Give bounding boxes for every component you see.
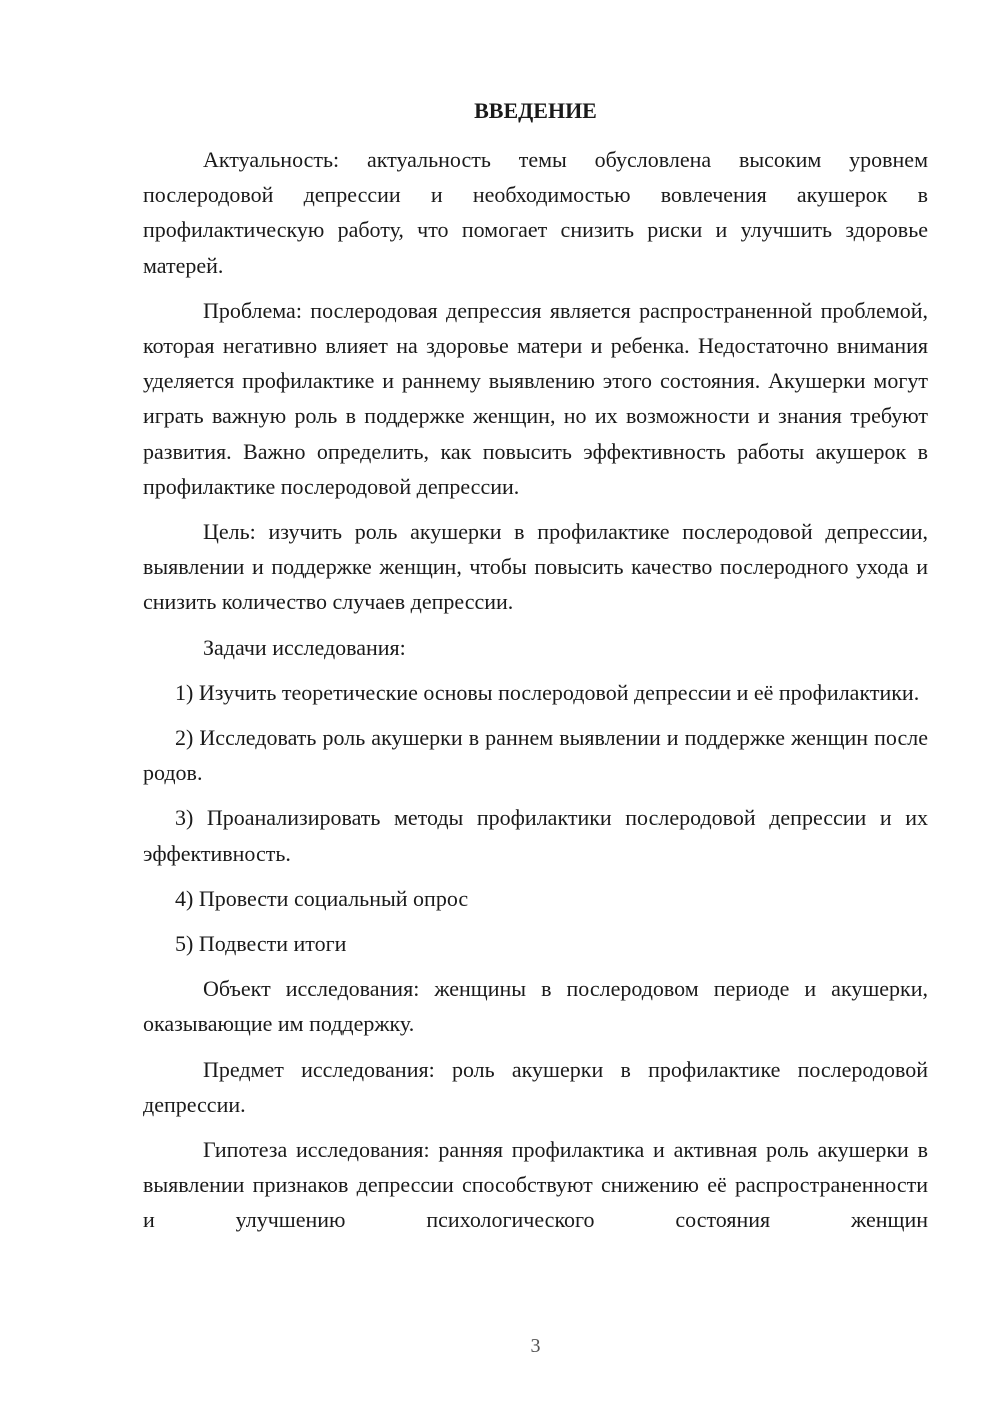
tasks-heading: Задачи исследования: (203, 634, 406, 660)
task-item-4: 4) Провести социальный опрос (175, 885, 469, 911)
paragraph-hypothesis: Гипотеза исследования: ранняя профилактика и активная роль акушерки в выявлении признаков депрессии способствуют снижению её распространенности и улучшению психологического состояния женщин (143, 1137, 928, 1233)
task-item-5: 5) Подвести итоги (175, 931, 347, 957)
paragraph-relevance: Актуальность: актуальность темы обусловлена высоким уровнем послеродовой депрессии и необходимостью вовлечения акушерок в профилактическую работу, что помогает снизить риски и улучшить здоровье матерей. (143, 147, 928, 278)
paragraph-problem: Проблема: послеродовая депрессия является распространенной проблемой, которая негативно влияет на здоровье матери и ребенка. Недостаточно внимания уделяется профилактике и раннему выявлению этого состояния. Акушерки могут играть важную роль в поддержке женщин, но их возможности и знания требуют развития. Важно определить, как повысить эффективность работы акушерок в профилактике послеродовой депрессии. (143, 297, 928, 499)
page-number: 3 (530, 1335, 541, 1357)
task-item-3: 3) Проанализировать методы профилактики послеродовой депрессии и их эффективность. (143, 805, 928, 866)
task-item-1: 1) Изучить теоретические основы послеродовой депрессии и её профилактики. (175, 679, 920, 705)
paragraph-goal: Цель: изучить роль акушерки в профилактике послеродовой депрессии, выявлении и поддержке женщин, чтобы повысить качество послеродного ухода и снизить количество случаев депрессии. (143, 519, 928, 615)
document-body (143, 142, 928, 1248)
page-title: ВВЕДЕНИЕ (474, 98, 597, 123)
paragraph-object: Объект исследования: женщины в послеродовом периоде и акушерки, оказывающие им поддержку. (143, 976, 928, 1037)
document-page (143, 0, 928, 1414)
paragraph-subject: Предмет исследования: роль акушерки в профилактике послеродовой депрессии. (143, 1056, 928, 1117)
task-item-2: 2) Исследовать роль акушерки в раннем выявлении и поддержке женщин после родов. (143, 725, 928, 786)
